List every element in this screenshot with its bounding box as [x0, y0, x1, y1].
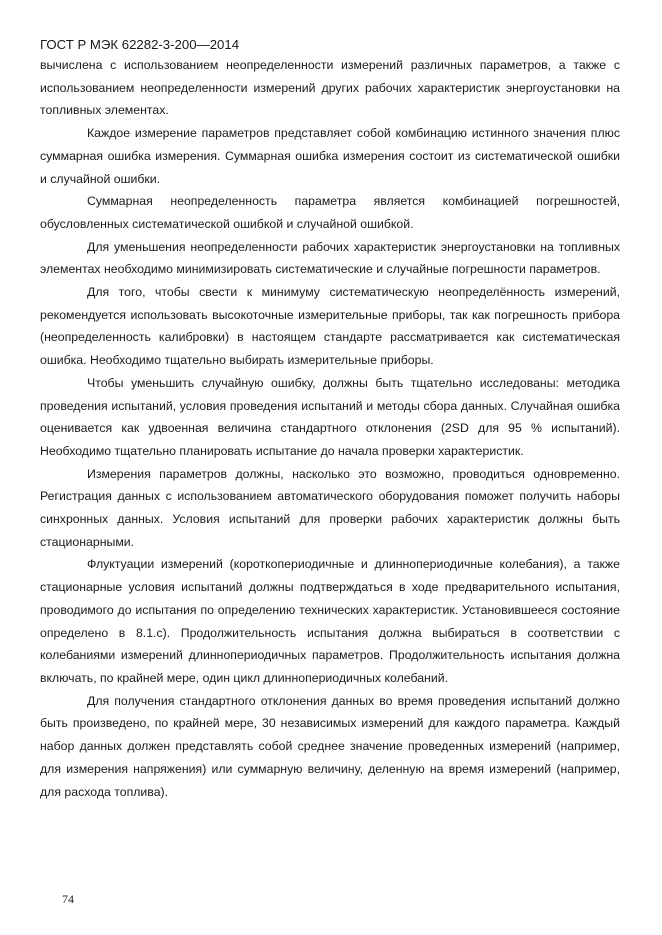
standard-id: ГОСТ Р МЭК 62282-3-200—2014 [40, 37, 240, 52]
paragraph-continuation: вычислена с использованием неопределенности измерений различных параметров, а также с использованием неопределенности измерений других рабочих характеристик энергоустановки на топливных элементах. [40, 58, 620, 118]
paragraph-random-error: Чтобы уменьшить случайную ошибку, должны быть тщательно исследованы: методика проведения испытаний, условия проведения испытаний и методы сбора данных. Случайная ошибка оценивается как удвоенная величина стандартного отклонения (2SD для 95 % испытаний). Необходимо тщательно планировать испытание до начала проверки характеристик. [40, 375, 620, 458]
document-body [40, 54, 620, 803]
paragraph-fluctuations: Флуктуации измерений (короткопериодичные и длиннопериодичные колебания), а также стационарные условия испытаний должны подтверждаться в ходе предварительного испытания, проводимого до испытания по определению технических характеристик. Установившееся состояние определено в 8.1.с). Продолжительность испытания должна выбираться в соответствии с колебаниями измерений длиннопериодичных параметров. Продолжительность испытания должна включать, по крайней мере, один цикл длиннопериодичных колебаний. [40, 557, 620, 685]
paragraph-systematic-error: Для того, чтобы свести к минимуму систематическую неопределённость измерений, рекомендуется использовать высокоточные измерительные приборы, так как погрешность прибора (неопределенность калибровки) в настоящем стандарте рассматривается как систематическая ошибка. Необходимо тщательно выбирать измерительные приборы. [40, 285, 620, 368]
paragraph-total-uncertainty: Суммарная неопределенность параметра является комбинацией погрешностей, обусловленных систематической ошибкой и случайной ошибкой. [40, 194, 620, 231]
document-header [40, 37, 239, 53]
paragraph-standard-deviation: Для получения стандартного отклонения данных во время проведения испытаний должно быть произведено, по крайней мере, 30 независимых измерений для каждого параметра. Каждый набор данных должен представлять собой среднее значение проведенных измерений (например, для измерения напряжения) или суммарную величину, деленную на время измерений (например, для расхода топлива). [40, 693, 620, 799]
paragraph-synchronous-measurement: Измерения параметров должны, насколько это возможно, проводиться одновременно. Регистрация данных с использованием автоматического оборудования поможет получить наборы синхронных данных. Условия испытаний для проверки рабочих характеристик должны быть стационарными. [40, 466, 620, 549]
page-number: 74 [62, 892, 74, 906]
paragraph-measurement-composition: Каждое измерение параметров представляет собой комбинацию истинного значения плюс суммарная ошибка измерения. Суммарная ошибка измерения состоит из систематической ошибки и случайной ошибки. [40, 126, 620, 186]
paragraph-uncertainty-reduction: Для уменьшения неопределенности рабочих характеристик энергоустановки на топливных элементах необходимо минимизировать систематические и случайные погрешности параметров. [40, 239, 620, 277]
